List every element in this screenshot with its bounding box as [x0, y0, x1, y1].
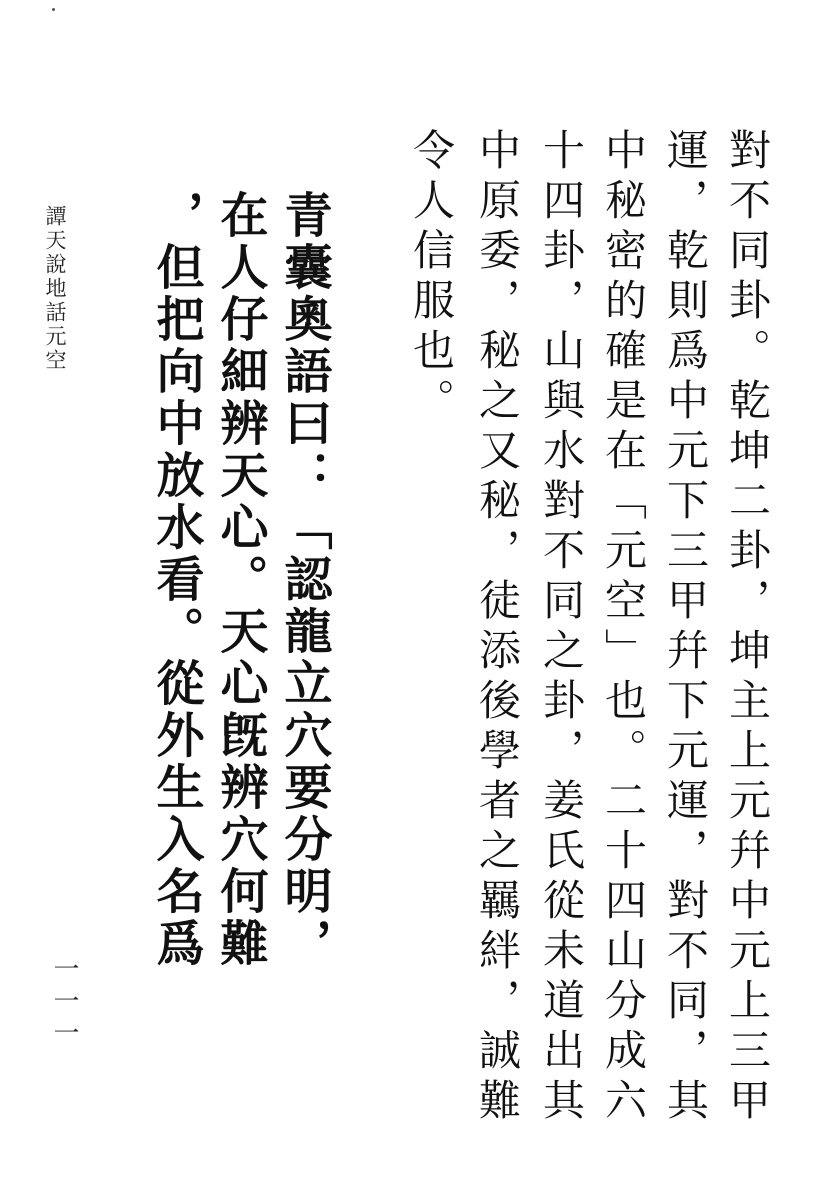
commentary-column-4: 十四卦，山與水對不同之卦，姜氏從未道出其: [537, 128, 586, 1128]
quote-column-1: 青囊奧語曰：「認龍立穴要分明，: [276, 190, 332, 970]
commentary-column-6: 令人信服也。: [407, 128, 456, 428]
quote-column-2: 在人仔細辨天心。天心旣辨穴何難: [212, 190, 268, 970]
commentary-column-3: 中秘密的確是在「元空」也。二十四山分成六: [599, 128, 648, 1128]
page-number: 一一一: [49, 955, 79, 1051]
scan-speck: [52, 8, 55, 11]
quote-column-3: ，但把向中放水看。從外生入名爲: [148, 190, 204, 970]
commentary-column-2: 運，乾則爲中元下三甲幷下元運，對不同，其: [661, 128, 710, 1128]
running-title: 譚天說地話元空: [43, 205, 67, 373]
commentary-column-5: 中原委，秘之又秘，徒添後學者之羈絆，誠難: [473, 128, 522, 1128]
commentary-column-1: 對不同卦。乾坤二卦，坤主上元幷中元上三甲: [723, 128, 772, 1128]
